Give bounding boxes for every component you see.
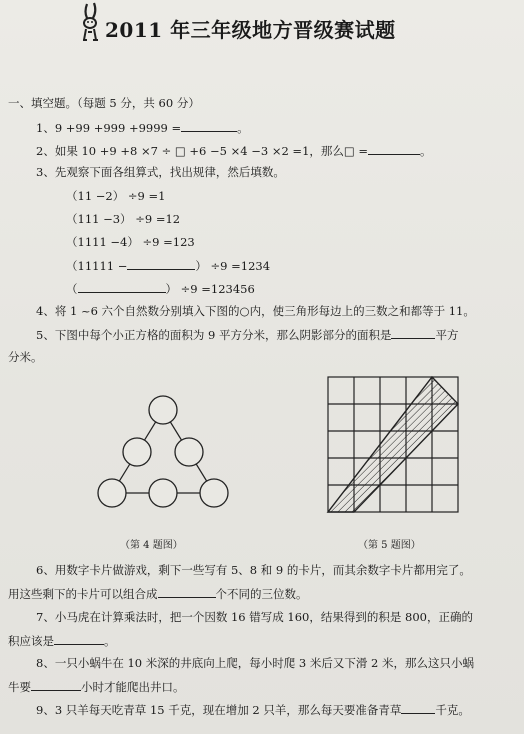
- question-3: 3、先观察下面各组算式，找出规律，然后填数。: [36, 165, 285, 179]
- calc-line-2: （111 −3） ÷9 =12: [66, 212, 181, 226]
- rabbit-logo-icon: [78, 2, 104, 46]
- calc-line-4: （11111 − ） ÷9 =1234: [66, 259, 271, 273]
- circle-top[interactable]: [149, 396, 177, 424]
- question-1: 1、9 +99 +999 +9999 = 。: [36, 121, 249, 135]
- fig5-grid-shaded: [326, 375, 460, 515]
- question-8: 8、一只小蜗牛在 10 米深的井底向上爬，每小时爬 3 米后又下滑 2 米，那么这只小蜗: [36, 656, 475, 670]
- fig4-triangle-circles: [90, 385, 240, 520]
- calc-line-5: （ ） ÷9 =123456: [66, 282, 255, 296]
- question-8-line2: 牛要 小时才能爬出井口。: [8, 680, 185, 694]
- question-2-text: 2、如果 10 +9 +8 ×7 ÷ □ +6 −5 ×4 −3 ×2 =1，那么□ =: [36, 144, 369, 158]
- page-title: 2011 年三年级地方晋级赛试题: [105, 18, 396, 42]
- calc-line-1: （11 −2） ÷9 =1: [66, 189, 166, 203]
- fig5-caption: （第 5 题图）: [358, 540, 421, 551]
- answer-blank-3a[interactable]: [127, 258, 195, 270]
- answer-blank-2[interactable]: [368, 143, 420, 155]
- circle-left-mid[interactable]: [123, 438, 151, 466]
- question-9: 9、3 只羊每天吃青草 15 千克，现在增加 2 只羊，那么每天要准备青草 千克。: [36, 703, 470, 717]
- question-2: 2、如果 10 +9 +8 ×7 ÷ □ +6 −5 ×4 −3 ×2 =1，那么□ = 。: [36, 144, 432, 158]
- circle-bottom-left[interactable]: [98, 479, 126, 507]
- answer-blank-6[interactable]: [158, 586, 216, 598]
- calc-line-3: （1111 −4） ÷9 =123: [66, 235, 195, 249]
- circle-bottom-mid[interactable]: [149, 479, 177, 507]
- answer-blank-3b[interactable]: [78, 281, 166, 293]
- question-5-line2: 分米。: [8, 350, 43, 364]
- answer-blank-7[interactable]: [54, 633, 104, 645]
- question-6: 6、用数字卡片做游戏，剩下一些写有 5、8 和 9 的卡片，而其余数字卡片都用完了。: [36, 563, 471, 577]
- question-9-text: 9、3 只羊每天吃青草 15 千克，现在增加 2 只羊，那么每天要准备青草: [36, 703, 402, 717]
- answer-blank-9[interactable]: [401, 702, 435, 714]
- circle-bottom-right[interactable]: [200, 479, 228, 507]
- circle-right-mid[interactable]: [175, 438, 203, 466]
- question-4: 4、将 1 ~6 六个自然数分别填入下图的○内，使三角形每边上的三数之和都等于 11。: [36, 304, 475, 318]
- question-5: 5、下图中每个小正方格的面积为 9 平方分米，那么阴影部分的面积是 平方: [36, 328, 459, 342]
- answer-blank-1[interactable]: [181, 120, 237, 132]
- answer-blank-8[interactable]: [31, 679, 81, 691]
- question-1-text: 1、9 +99 +999 +9999 =: [36, 121, 182, 135]
- question-7: 7、小马虎在计算乘法时，把一个因数 16 错写成 160，结果得到的积是 800，正确的: [36, 610, 473, 624]
- section-heading: 一、填空题。（每题 5 分，共 60 分）: [8, 96, 200, 110]
- shaded-parallelogram: [328, 377, 458, 512]
- question-5-text: 5、下图中每个小正方格的面积为 9 平方分米，那么阴影部分的面积是: [36, 328, 392, 342]
- answer-blank-5[interactable]: [391, 327, 435, 339]
- question-7-line2: 积应该是 。: [8, 634, 116, 648]
- question-6-line2: 用这些剩下的卡片可以组合成 个不同的三位数。: [8, 587, 308, 601]
- fig4-caption: （第 4 题图）: [120, 540, 183, 551]
